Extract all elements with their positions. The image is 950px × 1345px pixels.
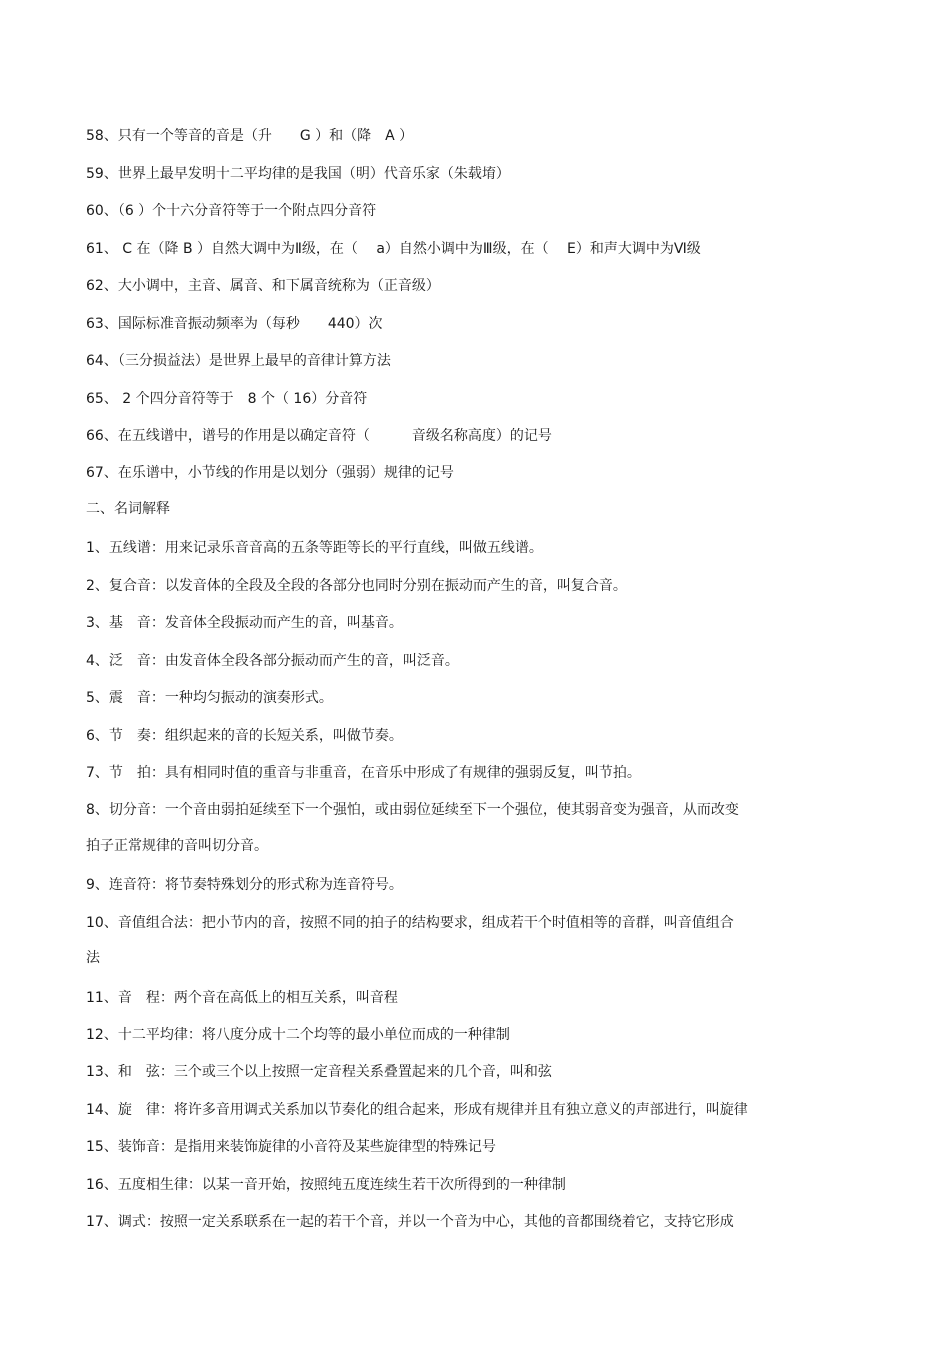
text-line: 拍子正常规律的音叫切分音。: [86, 838, 268, 854]
text-line: 12、十二平均律：将八度分成十二个均等的最小单位而成的一种律制: [86, 1027, 510, 1043]
text-line: 66、在五线谱中，谱号的作用是以确定音符（ 音级名称高度）的记号: [86, 428, 552, 444]
text-line: 60、（6 ）个十六分音符等于一个附点四分音符: [86, 203, 377, 219]
text-line: 64、（三分损益法）是世界上最早的音律计算方法: [86, 353, 391, 369]
text-line: 7、节 拍：具有相同时值的重音与非重音，在音乐中形成了有规律的强弱反复，叫节拍。: [86, 765, 641, 781]
text-line: 59、世界上最早发明十二平均律的是我国（明）代音乐家（朱载堉）: [86, 166, 510, 182]
text-line: 3、基 音：发音体全段振动而产生的音，叫基音。: [86, 615, 403, 631]
text-line: 4、泛 音：由发音体全段各部分振动而产生的音，叫泛音。: [86, 653, 459, 669]
text-line: 62、大小调中，主音、属音、和下属音统称为（正音级）: [86, 278, 440, 294]
text-line: 15、装饰音：是指用来装饰旋律的小音符及某些旋律型的特殊记号: [86, 1139, 496, 1155]
text-line: 11、音 程：两个音在高低上的相互关系，叫音程: [86, 990, 398, 1006]
text-line: 65、 2 个四分音符等于 8 个（ 16）分音符: [86, 391, 368, 407]
text-line: 9、连音符：将节奏特殊划分的形式称为连音符号。: [86, 877, 403, 893]
text-line: 法: [86, 950, 100, 966]
text-line: 8、切分音：一个音由弱拍延续至下一个强怕，或由弱位延续至下一个强位，使其弱音变为强音，从而改变: [86, 802, 739, 818]
text-line: 17、调式：按照一定关系联系在一起的若干个音，并以一个音为中心，其他的音都围绕着它，支持它形成: [86, 1214, 734, 1230]
text-line: 5、震 音：一种均匀振动的演奏形式。: [86, 690, 333, 706]
text-line: 14、旋 律：将许多音用调式关系加以节奏化的组合起来，形成有规律并且有独立意义的声部进行，叫旋律: [86, 1102, 748, 1118]
text-line: 67、在乐谱中，小节线的作用是以划分（强弱）规律的记号: [86, 465, 454, 481]
text-line: 13、和 弦：三个或三个以上按照一定音程关系叠置起来的几个音，叫和弦: [86, 1064, 552, 1080]
text-line: 63、国际标准音振动频率为（每秒 440）次: [86, 316, 383, 332]
text-line: 2、复合音：以发音体的全段及全段的各部分也同时分别在振动而产生的音，叫复合音。: [86, 578, 627, 594]
text-line: 10、音值组合法：把小节内的音，按照不同的拍子的结构要求，组成若干个时值相等的音群，叫音值组合: [86, 915, 734, 931]
text-line: 16、五度相生律：以某一音开始，按照纯五度连续生若干次所得到的一种律制: [86, 1177, 566, 1193]
text-line: 61、 C 在（降 B ）自然大调中为Ⅱ级，在（ a）自然小调中为Ⅲ级，在（ E）和声大调中为Ⅵ级: [86, 241, 701, 257]
text-line: 58、只有一个等音的音是（升 G ）和（降 A ）: [86, 128, 414, 144]
text-line: 6、节 奏：组织起来的音的长短关系，叫做节奏。: [86, 728, 403, 744]
text-line: 1、五线谱：用来记录乐音音高的五条等距等长的平行直线，叫做五线谱。: [86, 540, 543, 556]
section-heading: 二、名词解释: [86, 501, 170, 517]
